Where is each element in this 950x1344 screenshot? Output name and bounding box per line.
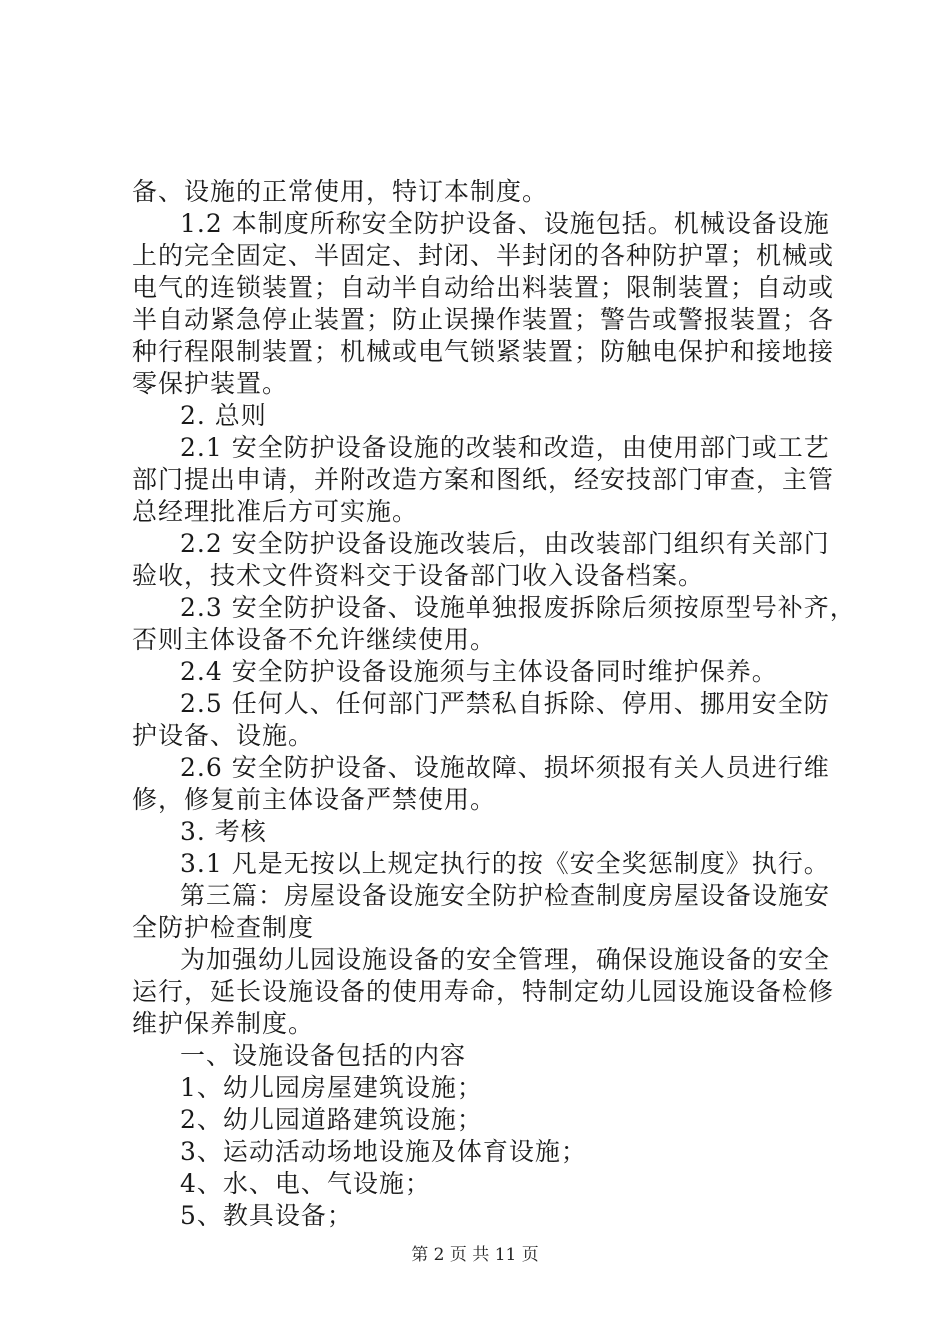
text-line: 第三篇：房屋设备设施安全防护检查制度房屋设备设施安 <box>180 881 831 910</box>
list-item: 1、幼儿园房屋建筑设施； <box>180 1073 483 1102</box>
text-line: 总经理批准后方可实施。 <box>132 497 419 526</box>
text-line: 3.1 凡是无按以上规定执行的按《安全奖惩制度》执行。 <box>180 849 830 878</box>
text-line: 为加强幼儿园设施设备的安全管理，确保设施设备的安全 <box>180 945 831 974</box>
text-line: 验收，技术文件资料交于设备部门收入设备档案。 <box>132 561 705 590</box>
text-line: 零保护装置。 <box>132 369 289 398</box>
section-heading: 一、设施设备包括的内容 <box>180 1041 467 1070</box>
text-line: 1.2 本制度所称安全防护设备、设施包括。机械设备设施 <box>180 209 830 238</box>
text-line: 2.3 安全防护设备、设施单独报废拆除后须按原型号补齐， <box>180 593 856 622</box>
list-item: 5、教具设备； <box>180 1201 353 1230</box>
text-line: 运行，延长设施设备的使用寿命，特制定幼儿园设施设备检修 <box>132 977 835 1006</box>
text-line: 修，修复前主体设备严禁使用。 <box>132 785 497 814</box>
text-line: 2.5 任何人、任何部门严禁私自拆除、停用、挪用安全防 <box>180 689 830 718</box>
text-line: 备、设施的正常使用，特订本制度。 <box>132 177 549 206</box>
list-item: 4、水、电、气设施； <box>180 1169 431 1198</box>
text-line: 2.6 安全防护设备、设施故障、损坏须报有关人员进行维 <box>180 753 830 782</box>
text-line: 半自动紧急停止装置；防止误操作装置；警告或警报装置；各 <box>132 305 835 334</box>
list-item: 3、运动活动场地设施及体育设施； <box>180 1137 587 1166</box>
text-line: 电气的连锁装置；自动半自动给出料装置；限制装置；自动或 <box>132 273 835 302</box>
text-line: 全防护检查制度 <box>132 913 315 942</box>
text-line: 否则主体设备不允许继续使用。 <box>132 625 497 654</box>
text-line: 部门提出申请，并附改造方案和图纸，经安技部门审查，主管 <box>132 465 835 494</box>
text-line: 维护保养制度。 <box>132 1009 315 1038</box>
text-line: 2.4 安全防护设备设施须与主体设备同时维护保养。 <box>180 657 778 686</box>
text-line: 上的完全固定、半固定、封闭、半封闭的各种防护罩；机械或 <box>132 241 835 270</box>
page-number-footer: 第 2 页 共 11 页 <box>411 1245 539 1265</box>
text-line: 护设备、设施。 <box>132 721 315 750</box>
text-line: 2.1 安全防护设备设施的改装和改造，由使用部门或工艺 <box>180 433 830 462</box>
text-line: 2.2 安全防护设备设施改装后，由改装部门组织有关部门 <box>180 529 830 558</box>
list-item: 2、幼儿园道路建筑设施； <box>180 1105 483 1134</box>
section-heading: 3. 考核 <box>180 817 267 846</box>
section-heading: 2. 总则 <box>180 401 267 430</box>
text-line: 种行程限制装置；机械或电气锁紧装置；防触电保护和接地接 <box>132 337 835 366</box>
